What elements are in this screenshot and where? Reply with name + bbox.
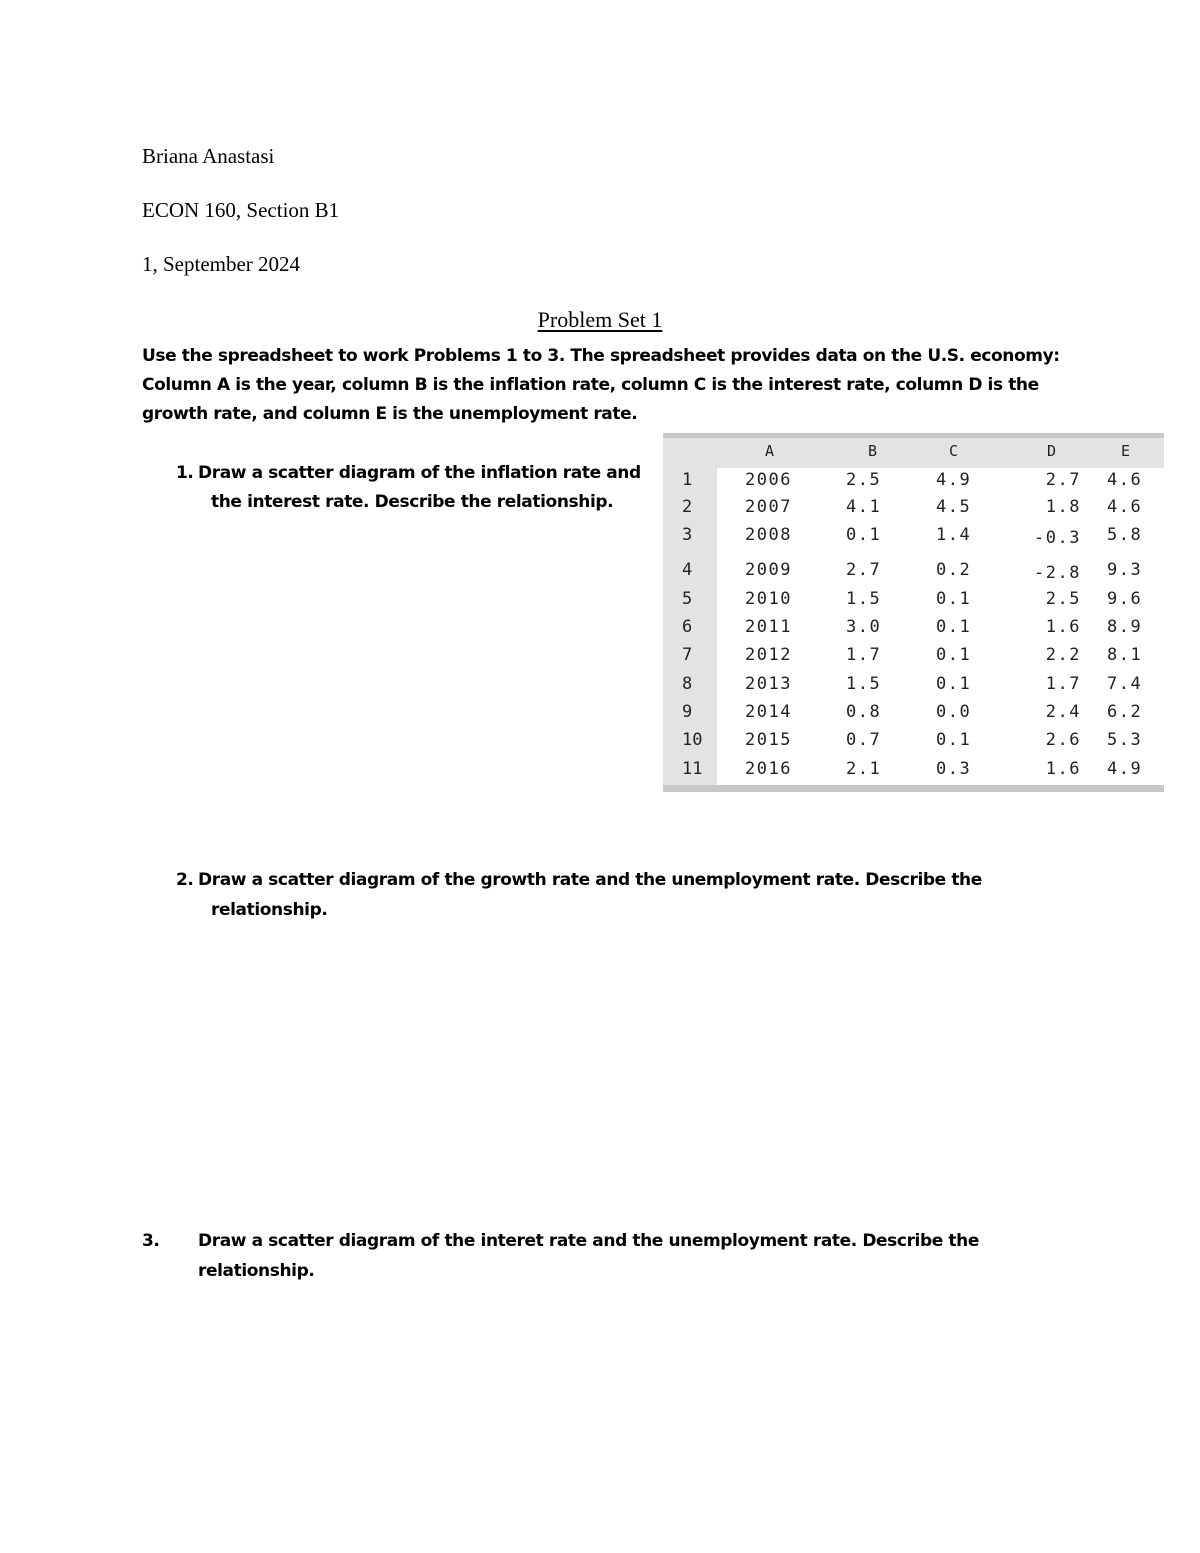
column-header-c: C (949, 442, 959, 460)
cell-d: 1.8 (1045, 497, 1081, 517)
row-header: 2 (682, 497, 693, 517)
cell-a: 2015 (745, 730, 792, 750)
cell-e: 5.3 (1107, 730, 1143, 750)
spreadsheet (663, 433, 1164, 792)
cell-e: 9.3 (1107, 560, 1143, 580)
cell-d: 1.7 (1045, 674, 1081, 694)
cell-a: 2014 (745, 702, 792, 722)
cell-b: 3.0 (846, 617, 882, 637)
cell-b: 1.5 (846, 674, 882, 694)
cell-d: -0.3 (1034, 528, 1081, 548)
cell-e: 4.9 (1107, 759, 1143, 779)
intro-line-3: growth rate, and column E is the unemployment rate. (142, 404, 638, 424)
cell-e: 7.4 (1107, 674, 1143, 694)
cell-a: 2008 (745, 525, 792, 545)
cell-b: 2.1 (846, 759, 882, 779)
row-header: 4 (682, 560, 693, 580)
cell-c: 0.1 (936, 617, 972, 637)
column-header-d: D (1047, 442, 1057, 460)
cell-a: 2013 (745, 674, 792, 694)
cell-d: 2.7 (1045, 470, 1081, 490)
spreadsheet-bottom-border (663, 785, 1164, 792)
cell-a: 2007 (745, 497, 792, 517)
cell-d: 1.6 (1045, 759, 1081, 779)
cell-a: 2012 (745, 645, 792, 665)
cell-e: 6.2 (1107, 702, 1143, 722)
cell-c: 0.3 (936, 759, 972, 779)
problem-3-text-line-2: relationship. (198, 1261, 315, 1281)
cell-e: 9.6 (1107, 589, 1143, 609)
cell-b: 4.1 (846, 497, 882, 517)
cell-c: 4.9 (936, 470, 972, 490)
cell-c: 0.2 (936, 560, 972, 580)
cell-e: 4.6 (1107, 497, 1143, 517)
cell-c: 1.4 (936, 525, 972, 545)
cell-b: 0.1 (846, 525, 882, 545)
cell-b: 2.5 (846, 470, 882, 490)
row-header: 11 (682, 759, 703, 779)
intro-line-1: Use the spreadsheet to work Problems 1 to 3. The spreadsheet provides data on the U.S. economy: (142, 346, 1060, 366)
cell-e: 4.6 (1107, 470, 1143, 490)
cell-d: -2.8 (1034, 563, 1081, 583)
cell-a: 2016 (745, 759, 792, 779)
cell-a: 2011 (745, 617, 792, 637)
cell-c: 0.0 (936, 702, 972, 722)
problem-1-text-line-2: the interest rate. Describe the relationship. (211, 492, 614, 512)
cell-d: 1.6 (1045, 617, 1081, 637)
cell-a: 2009 (745, 560, 792, 580)
cell-c: 0.1 (936, 730, 972, 750)
cell-c: 0.1 (936, 674, 972, 694)
problem-2-text-line-2: relationship. (211, 900, 328, 920)
cell-b: 0.8 (846, 702, 882, 722)
row-header: 10 (682, 730, 703, 750)
cell-a: 2010 (745, 589, 792, 609)
row-header: 7 (682, 645, 693, 665)
cell-b: 1.7 (846, 645, 882, 665)
column-header-b: B (868, 442, 878, 460)
intro-line-2: Column A is the year, column B is the inflation rate, column C is the interest rate, column D is the (142, 375, 1039, 395)
row-header: 1 (682, 470, 693, 490)
row-header: 8 (682, 674, 693, 694)
cell-d: 2.6 (1045, 730, 1081, 750)
problem-3-number: 3. (142, 1231, 160, 1251)
cell-d: 2.2 (1045, 645, 1081, 665)
problem-2-text-line-1: Draw a scatter diagram of the growth rate and the unemployment rate. Describe the (198, 870, 982, 890)
row-header: 3 (682, 525, 693, 545)
problem-3-text-line-1: Draw a scatter diagram of the interet rate and the unemployment rate. Describe the (198, 1231, 979, 1251)
cell-c: 0.1 (936, 645, 972, 665)
cell-b: 2.7 (846, 560, 882, 580)
column-header-bar (663, 438, 1164, 468)
cell-b: 0.7 (846, 730, 882, 750)
cell-a: 2006 (745, 470, 792, 490)
cell-e: 5.8 (1107, 525, 1143, 545)
cell-b: 1.5 (846, 589, 882, 609)
row-header: 5 (682, 589, 693, 609)
cell-c: 4.5 (936, 497, 972, 517)
author-name: Briana Anastasi (142, 144, 275, 168)
row-header: 9 (682, 702, 693, 722)
problem-1-number: 1. (176, 463, 194, 483)
problem-1-text-line-1: Draw a scatter diagram of the inflation rate and (198, 463, 641, 483)
cell-e: 8.9 (1107, 617, 1143, 637)
cell-c: 0.1 (936, 589, 972, 609)
cell-e: 8.1 (1107, 645, 1143, 665)
problem-2-number: 2. (176, 870, 194, 890)
cell-d: 2.5 (1045, 589, 1081, 609)
cell-d: 2.4 (1045, 702, 1081, 722)
column-header-a: A (765, 442, 775, 460)
course-line: ECON 160, Section B1 (142, 198, 340, 222)
column-header-e: E (1121, 442, 1131, 460)
date-line: 1, September 2024 (142, 252, 301, 276)
row-header: 6 (682, 617, 693, 637)
page-title: Problem Set 1 (537, 307, 663, 332)
